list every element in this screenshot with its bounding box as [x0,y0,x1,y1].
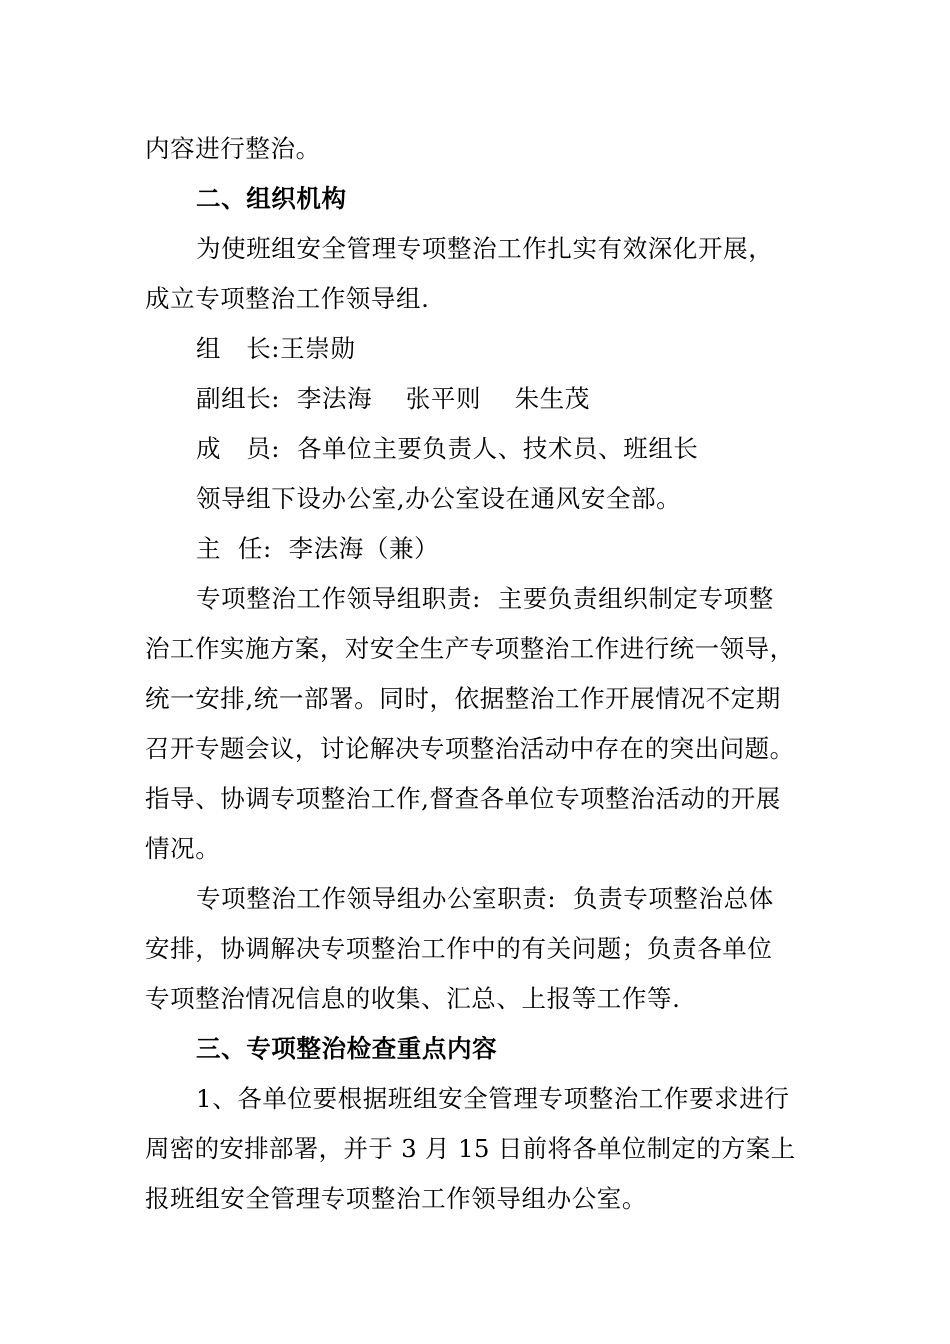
text-line: 1、各单位要根据班组安全管理专项整治工作要求进行 [196,1084,790,1113]
text-line: 统一安排,统一部署。同时，依据整治工作开展情况不定期 [145,684,781,713]
text-line: 副组长: 李法海 张平则 朱生茂 [196,384,590,413]
text-line: 为使班组安全管理专项整治工作扎实有效深化开展， [196,234,774,263]
text-line: 成立专项整治工作领导组. [145,284,430,313]
text-line: 情况。 [145,834,221,863]
text-line: 主 任: 李法海（兼） [196,534,440,563]
text-line: 治工作实施方案，对安全生产专项整治工作进行统一领导， [145,634,795,663]
text-line: 组 长:王崇勋 [196,334,356,363]
text-line: 专项整治情况信息的收集、汇总、上报等工作等. [145,984,681,1013]
section-heading: 二、组织机构 [196,184,347,213]
text-line: 安排，协调解决专项整治工作中的有关问题；负责各单位 [145,934,773,963]
text-line: 内容进行整治。 [145,134,321,163]
text-line: 领导组下设办公室,办公室设在通风安全部。 [196,484,682,513]
section-heading: 三、专项整治检查重点内容 [196,1034,498,1063]
text-line: 周密的安排部署，并于 3 月 15 日前将各单位制定的方案上 [145,1134,796,1163]
text-line: 专项整治工作领导组办公室职责: 负责专项整治总体 [196,884,774,913]
text-line: 指导、协调专项整治工作,督查各单位专项整治活动的开展 [145,784,781,813]
text-line: 专项整治工作领导组职责: 主要负责组织制定专项整 [196,584,774,613]
text-line: 召开专题会议，讨论解决专项整治活动中存在的突出问题。 [145,734,795,763]
text-line: 报班组安全管理专项整治工作领导组办公室。 [145,1184,647,1213]
text-line: 成 员: 各单位主要负责人、技术员、班组长 [196,434,699,463]
